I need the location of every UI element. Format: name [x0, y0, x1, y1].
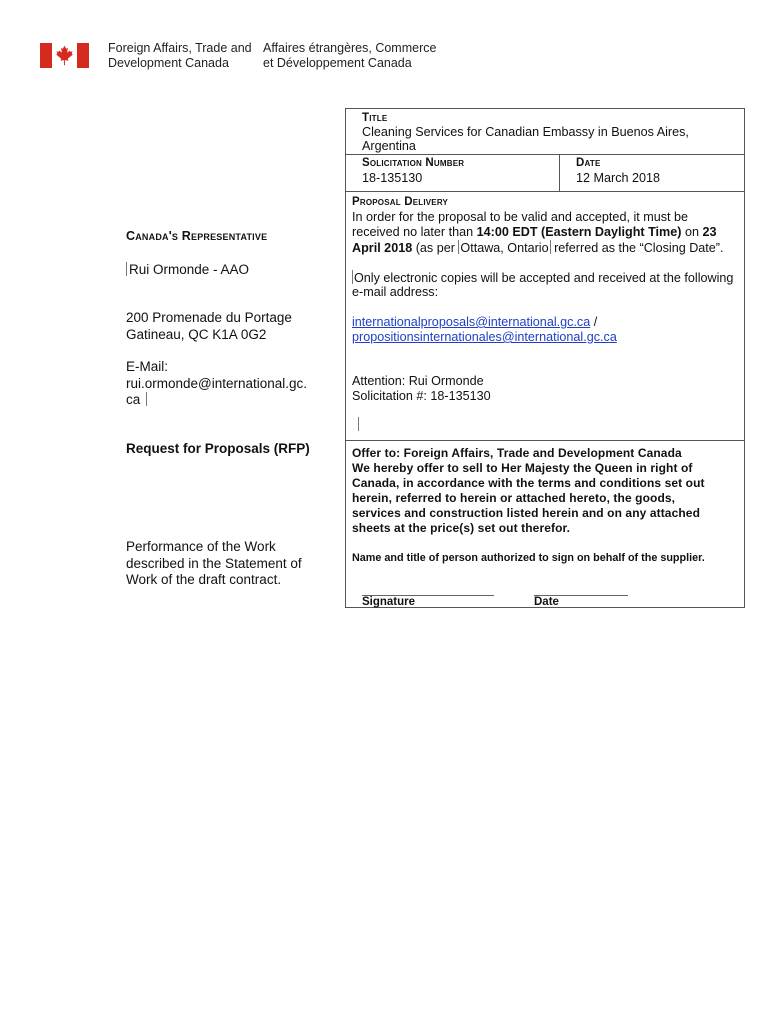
offer-line2: We hereby offer to sell to Her Majesty the Queen in right of	[352, 461, 693, 475]
delivery-line2: received no later than 14:00 EDT (Eastern Daylight Time) on 23	[352, 225, 717, 239]
text-cursor	[358, 417, 359, 431]
representative-email: E-Mail: rui.ormonde@international.gc. ca	[126, 359, 308, 407]
signature-label: Signature	[362, 596, 416, 608]
title-label: Title	[362, 112, 388, 124]
name-and-title-instruction: Name and title of person authorized to sign on behalf of the supplier.	[352, 552, 705, 564]
representative-name: Rui Ormonde - AAO	[124, 262, 249, 279]
empty-field-cursor[interactable]	[356, 417, 361, 433]
email-line1: internationalproposals@international.gc.ca /	[352, 315, 598, 329]
representative-address: 200 Promenade du Portage Gatineau, QC K1A 0G2	[126, 310, 292, 342]
propositions-internationales-email-link[interactable]: propositionsinternationales@international.gc.ca	[352, 330, 617, 344]
offer-line6: sheets at the price(s) set out therefor.	[352, 521, 571, 535]
rfp-title: Request for Proposals (RFP)	[126, 441, 310, 456]
offer-line5: services and construction listed herein and on any attached	[352, 506, 700, 520]
offer-line3: Canada, in accordance with the terms and conditions set out	[352, 476, 705, 490]
date-label: Date	[576, 157, 601, 169]
solicitation-box	[345, 108, 745, 608]
representative-heading: Canada's Representative	[126, 229, 268, 243]
offer-line1: Offer to: Foreign Affairs, Trade and Development Canada	[352, 446, 682, 460]
maple-leaf-icon	[54, 45, 75, 66]
proposal-delivery-label: Proposal Delivery	[352, 196, 449, 208]
international-proposals-email-link[interactable]: internationalproposals@international.gc.ca	[352, 315, 591, 329]
electronic-copies-line2: e-mail address:	[352, 285, 439, 299]
canada-flag-icon	[40, 43, 89, 68]
department-name-fr: Affaires étrangères, Commerce et Développement Canada	[263, 41, 437, 70]
department-name-en: Foreign Affairs, Trade and Development Canada	[108, 41, 252, 70]
attention-line: Attention: Rui Ormonde	[352, 374, 484, 388]
offer-line4: herein, referred to herein or attached hereto, the goods,	[352, 491, 676, 505]
electronic-copies-line1: Only electronic copies will be accepted and received at the following	[354, 271, 734, 285]
text-cursor	[146, 392, 147, 406]
solicitation-reference: Solicitation #: 18-135130	[352, 389, 491, 403]
performance-description: Performance of the Work described in the Statement of Work of the draft contract.	[126, 539, 302, 587]
text-cursor	[352, 270, 353, 284]
text-cursor	[126, 262, 127, 276]
solicitation-number-value: 18-135130	[362, 171, 423, 185]
title-value-line1: Cleaning Services for Canadian Embassy in Buenos Aires,	[362, 125, 689, 139]
signature-date-label: Date	[534, 596, 559, 608]
title-value-line2: Argentina	[362, 139, 416, 153]
delivery-line3: April 2018 (as per Ottawa, Ontario referred as the “Closing Date”.	[352, 241, 724, 255]
delivery-line1: In order for the proposal to be valid and accepted, it must be	[352, 210, 689, 224]
email-line2	[352, 330, 617, 345]
date-value: 12 March 2018	[576, 171, 661, 185]
solicitation-number-label: Solicitation Number	[362, 157, 465, 169]
